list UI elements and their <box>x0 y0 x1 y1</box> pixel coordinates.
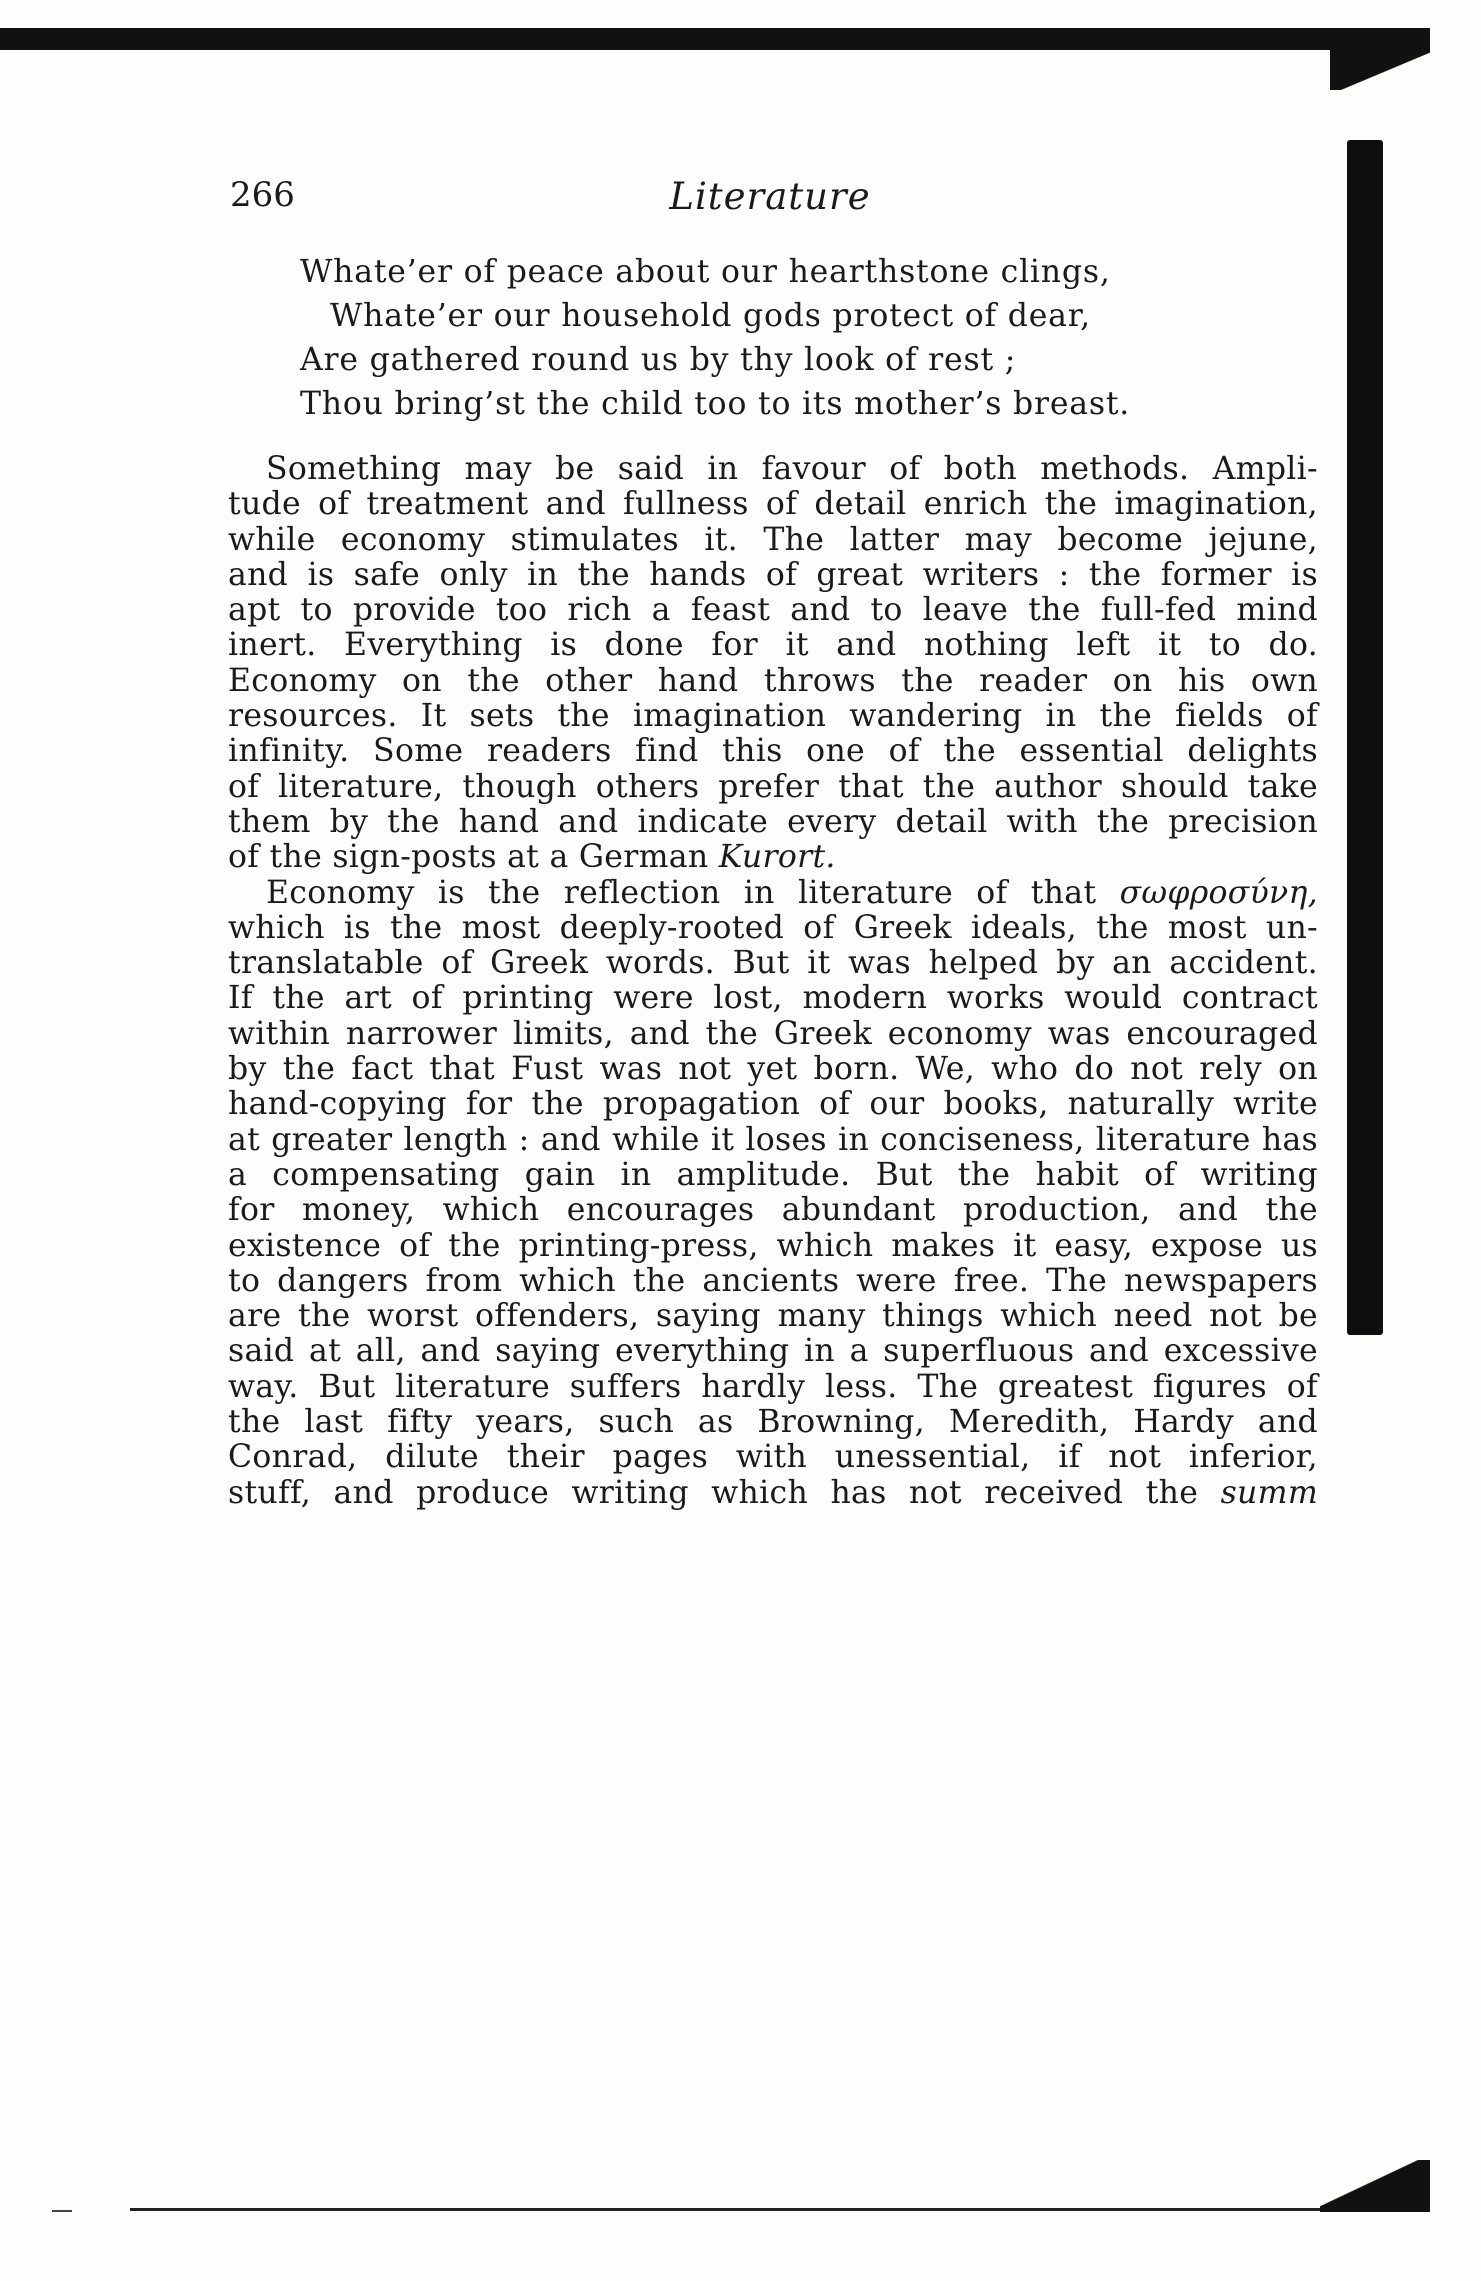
text-line: Economy on the other hand throws the reader on his own <box>228 662 1318 699</box>
text-line: the last fifty years, such as Browning, Meredith, Hardy and <box>228 1404 1318 1441</box>
text-line: apt to provide too rich a feast and to leave the full-fed mind <box>228 592 1318 629</box>
verse-line: Are gathered round us by thy look of rest ; <box>300 342 1017 378</box>
text-line: infinity. Some readers find this one of the essential delights <box>228 733 1318 770</box>
scan-border-bottom-edge <box>1320 2160 1430 2212</box>
verse-line: Thou bring’st the child too to its mother’s breast. <box>300 386 1131 422</box>
scan-border-right <box>1347 140 1383 1335</box>
scan-border-right-edge <box>1336 1280 1380 1334</box>
text-line <box>228 1476 1318 1511</box>
text-line <box>228 876 1318 911</box>
page-number: 266 <box>230 175 295 215</box>
text-line: Something may be said in favour of both methods. Ampli- <box>266 451 1318 487</box>
text-line: within narrower limits, and the Greek economy was encouraged <box>228 1015 1318 1052</box>
text-line: are the worst offenders, saying many things which need not be <box>228 1298 1318 1335</box>
italic-word: summ <box>1220 1474 1318 1511</box>
text-line: them by the hand and indicate every detail with the precision <box>228 803 1318 840</box>
verse-line: Whate’er our household gods protect of dear, <box>330 298 1091 334</box>
scan-border-top <box>0 28 1430 50</box>
scan-border-top-edge <box>1330 48 1430 90</box>
verse-quotation <box>300 250 1300 426</box>
text-fragment: of the sign-posts at a German <box>228 839 719 876</box>
text-line: existence of the printing-press, which makes it easy, expose us <box>228 1227 1318 1264</box>
text-line: of literature, though others prefer that the author should take <box>228 768 1318 805</box>
verse-line: Whate’er of peace about our hearthstone clings, <box>300 254 1111 290</box>
text-line: tude of treatment and fullness of detail enrich the imagination, <box>228 486 1318 523</box>
running-title: Literature <box>669 175 871 218</box>
text-line: said at all, and saying everything in a superfluous and excessive <box>228 1333 1318 1370</box>
text-line: resources. It sets the imagination wandering in the fields of <box>228 698 1318 735</box>
text-line: by the fact that Fust was not yet born. We, who do not rely on <box>228 1051 1318 1088</box>
text-line: which is the most deeply-rooted of Greek ideals, the most un- <box>228 909 1318 946</box>
text-line: to dangers from which the ancients were free. The newspapers <box>228 1262 1318 1299</box>
text-line: way. But literature suffers hardly less. The greatest figures of <box>228 1368 1318 1405</box>
text-line: for money, which encourages abundant production, and the <box>228 1192 1318 1229</box>
text-line: translatable of Greek words. But it was helped by an accident. <box>228 945 1318 982</box>
text-fragment: stuff, and produce writing which has not received the <box>228 1474 1221 1511</box>
text-line <box>228 840 1318 875</box>
scan-border-bottom <box>130 2208 1430 2211</box>
text-line: hand-copying for the propagation of our books, naturally write <box>228 1086 1318 1123</box>
text-line: inert. Everything is done for it and nothing left it to do. <box>228 627 1318 664</box>
page-header <box>230 175 1310 235</box>
text-fragment: Economy is the reflection in literature of that <box>266 874 1120 911</box>
greek-word: σωφροσύνη, <box>1119 874 1318 911</box>
text-line: and is safe only in the hands of great writers : the former is <box>228 556 1318 593</box>
text-line: Conrad, dilute their pages with unessential, if not inferior, <box>228 1439 1318 1476</box>
scan-mark <box>52 2210 72 2212</box>
text-line: If the art of printing were lost, modern works would contract <box>228 980 1318 1017</box>
text-line: a compensating gain in amplitude. But the habit of writing <box>228 1156 1318 1193</box>
text-line: at greater length : and while it loses in conciseness, literature has <box>228 1121 1318 1158</box>
body-text <box>228 452 1318 1511</box>
text-line: while economy stimulates it. The latter may become jejune, <box>228 521 1318 558</box>
italic-word: Kurort. <box>718 839 836 876</box>
